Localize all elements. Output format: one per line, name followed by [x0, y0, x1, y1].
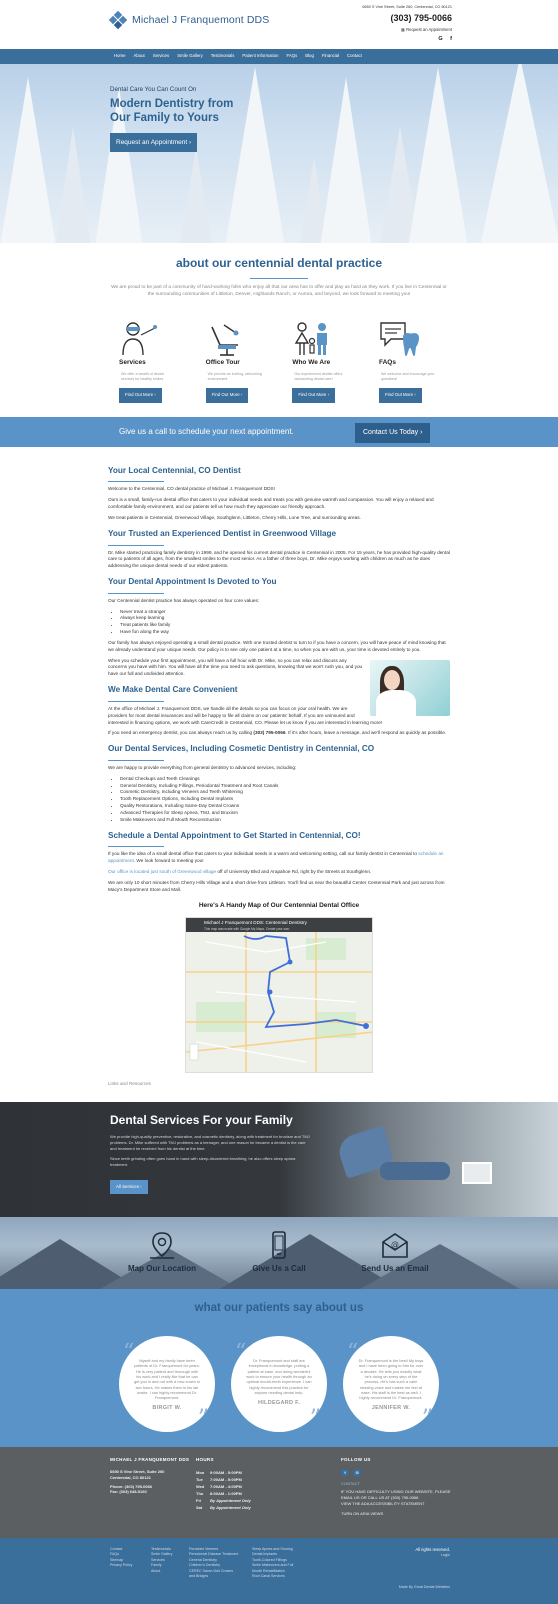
header-social — [362, 36, 452, 44]
list-item: • Dental Checkups and Teeth Cleanings — [120, 776, 450, 783]
copyright: All rights reserved. Login — [415, 1546, 450, 1557]
footer-link[interactable]: Dental Implants — [252, 1552, 277, 1557]
all-services-button[interactable]: All Services › — [110, 1180, 148, 1194]
feature-title: FAQs — [378, 359, 396, 367]
footer-link[interactable]: CEREC Same-Visit Crowns and Bridges — [189, 1568, 234, 1579]
list-item: • Never treat a stranger — [120, 609, 450, 616]
quote-icon: “ — [347, 1340, 359, 1366]
feature-text: We provide an inviting, welcoming environment — [207, 371, 262, 381]
chat-tooth-icon — [379, 321, 419, 357]
feature-services — [119, 321, 179, 402]
footer-heading: MICHAEL J FRANQUEMONT DDS — [110, 1456, 190, 1462]
map-location-tile[interactable] — [107, 1230, 217, 1275]
paragraph: At the office of Michael J. Franquemont DDS, we handle all the details so you can focus on your oral health. We are providers for most dental insurances and will be happy to file all claims on our patients' behalf. If you are uninsured and interested in financing options, we work with CareCredit in Centennial, CO. Please let us know if you are interested in learning more! — [108, 705, 383, 725]
practice-name: Michael J Franquemont DDS — [132, 14, 270, 27]
footer-links-col — [151, 1547, 172, 1575]
feature-text: We offer a wealth of dental services for healthy smiles — [121, 371, 164, 381]
nav-item-home[interactable]: Home — [114, 53, 126, 59]
links-and-resources-link[interactable]: Links and Resources — [108, 1080, 151, 1086]
login-link[interactable]: Login — [440, 1552, 450, 1557]
nav-item-testimonials[interactable]: Testimonials — [210, 53, 235, 59]
map-pin-icon — [107, 1230, 217, 1260]
hours-row: Tue 7:00AM - 5:00PM — [196, 1477, 242, 1483]
footer-link[interactable]: General Dentistry — [189, 1557, 217, 1562]
hours-row: Sat By Appointment Only — [196, 1505, 251, 1511]
main-content — [108, 447, 450, 1088]
section-heading: Your Dental Appointment Is Devoted to You — [108, 576, 277, 586]
footer-contact-label[interactable]: CONTACT — [341, 1481, 361, 1487]
footer-links-col — [189, 1547, 239, 1580]
quote-icon: “ — [235, 1340, 247, 1366]
paragraph: We treat patients in Centennial, Greenwood Village, Southglenn, Littleton, Cherry Hills, Lone Tree, and surrounding areas. — [108, 514, 361, 520]
map-canvas[interactable] — [186, 932, 373, 1073]
find-out-more-button[interactable]: Find Out More › — [119, 388, 162, 402]
map-header: Michael J Franquemont DDS: Centennial Dentistry This map was made with Google My Maps. Create your own. — [186, 918, 372, 932]
paragraph: Our family has always enjoyed operating a small dental practice. With one trusted dentist to turn to if you have a concern, you will have peace of mind knowing that we already understand your unique needs. Our policy is to see only one patient at a time, so when you are with us, your time is devoted entirely to you. — [108, 639, 446, 652]
testimonial-card — [231, 1336, 327, 1432]
hero-tagline: Dental Care You Can Count On — [110, 86, 197, 93]
header-address: 6650 S Vine Street, Suite 260, Centennial, CO 80121 — [362, 5, 452, 9]
footer-address: Centennial, CO 80121 — [110, 1474, 151, 1480]
footer-hours — [196, 1457, 251, 1512]
tile-label: Give Us a Call — [252, 1263, 306, 1273]
paragraph: Welcome to the Centennial, CO dental practice of Michael J. Franquemont DDS! — [108, 486, 275, 492]
footer-links-col — [110, 1547, 132, 1569]
tile-label: Send Us an Email — [361, 1263, 429, 1273]
core-values-list — [108, 609, 450, 636]
feature-office-tour — [206, 321, 266, 402]
paragraph: Our office is located just south of Greenwood village off of University Blvd and Arapahoe Rd, right by the Streets at Southglenn. — [108, 869, 372, 875]
paragraph: Since teeth grinding often goes hand in hand with sleep-disordered breathing, he also offers sleep apnea treatment. — [110, 1156, 296, 1168]
list-item: • Tooth Replacement Options, Including Dental Implants — [120, 796, 450, 803]
dental-chair-image — [380, 1162, 450, 1180]
section-heading: Your Trusted an Experienced Dentist in Greenwood Village — [108, 528, 337, 538]
family-icon — [292, 321, 332, 357]
cta-text: Give us a call to schedule your next appointment. — [119, 426, 294, 436]
list-item: • General Dentistry, Including Fillings, Periodontal Treatment and Root Canals — [120, 783, 450, 790]
section-heading: Our Dental Services, Including Cosmetic Dentistry in Centennial, CO — [108, 744, 375, 754]
footer-link[interactable]: Smile Gallery — [151, 1552, 173, 1557]
footer-heading: FOLLOW US — [341, 1456, 371, 1462]
about-section — [0, 243, 558, 403]
divider — [108, 593, 164, 594]
nav-item-about[interactable]: About — [133, 53, 145, 59]
list-item: • Have fun along the way — [120, 629, 450, 636]
testimonial-card — [119, 1336, 215, 1432]
about-text: We are proud to be part of a community of hard-working folks who enjoy all that our area has to offer and play as hard as they work. If you live in Centennial or the surrounding communities of Littleton, Denver, Highlands Ranch, or Aurora, and beyond, we look forward to meeting you! — [111, 285, 447, 298]
paragraph: Ours is a small, family-run dental office that caters to your individual needs and treats you with genuine warmth and compassion. You will enjoy a relaxed and comfortable family environment, and our patients tell us how much they appreciate our friendly approach. — [108, 497, 434, 510]
about-title: about our centennial dental practice — [175, 256, 383, 270]
section-heading: Your Local Centennial, CO Dentist — [108, 465, 241, 475]
footer-link[interactable]: Tooth-Colored Fillings — [252, 1557, 287, 1562]
dentist-icon — [119, 321, 159, 357]
header-contact — [362, 5, 452, 44]
paragraph: When you schedule your first appointment, you will have a full hour with Dr. Mike, so you can relax and discuss any concerns you have with him. You will have all the time you need to ask questions, knowing that we won't rush you, and you have our full and undivided attention. — [108, 657, 363, 677]
footer-link[interactable]: Contact — [110, 1546, 123, 1551]
feature-title: Who We Are — [292, 359, 331, 367]
footer-office — [110, 1457, 189, 1496]
divider — [108, 481, 164, 482]
snow-tree-image — [55, 127, 91, 243]
dental-chair-icon — [206, 321, 246, 357]
nav-item-patient-information[interactable]: Patient Information — [242, 53, 279, 59]
svg-text:@: @ — [391, 1239, 399, 1249]
feature-faqs — [379, 321, 439, 402]
facebook-icon[interactable]: f — [341, 1469, 349, 1477]
feature-text: We welcome and encourage your questions! — [380, 371, 435, 381]
feature-who-we-are — [292, 321, 352, 402]
footer-link[interactable]: Smile Makeovers and Full Mouth Rehabilitation — [252, 1563, 294, 1573]
list-item: • Advanced Therapies for Sleep Apnea, TMJ, and Bruxism — [120, 810, 450, 817]
footer-link[interactable]: Sleep Apnea and Snoring — [252, 1546, 293, 1551]
list-item: • Cosmetic Dentistry, Including Veneers and Teeth Whitening — [120, 789, 450, 796]
paragraph: Our Centennial dentist practice has always operated on four core values: — [108, 597, 260, 603]
footer-heading: HOURS — [196, 1456, 214, 1462]
testimonial-author: HILDEGARD F. — [257, 1400, 301, 1407]
services-band-title: Dental Services For your Family — [110, 1112, 293, 1127]
map-title: Here's A Handy Map of Our Centennial Dental Office — [198, 902, 360, 910]
snow-tree-image — [0, 77, 56, 243]
google-map[interactable] — [185, 917, 373, 1073]
made-by-credit[interactable]: Made By Great Dental Websites — [398, 1584, 450, 1589]
feature-title: Services — [119, 359, 146, 367]
paragraph: If you like the idea of a small dental office that caters to your individual needs in a warm and welcoming setting, call our family dentist in Centennial to schedule an appointment. We look forward to meeting you! — [108, 851, 444, 864]
hours-row: Fri By Appointment Only — [196, 1498, 251, 1504]
accessibility-text: IF YOU HAVE DIFFICULTY USING OUR WEBSITE, PLEASE EMAIL US OR CALL US AT (303) 795-0066 — [341, 1488, 451, 1500]
email-tile[interactable] — [340, 1230, 450, 1275]
testimonial-text: Dr. Franquemont is the best! My boys and I have been going to him for over a decade. He tells you exactly what he's doing on every step of the process. He's has such a calm relaxing voice and makes me feel at ease. His staff is the best as well. I highly recommend Dr. Franquemont. — [358, 1358, 424, 1401]
footer-address: 6650 S Vine Street, Suite 260 — [110, 1469, 165, 1475]
hours-row: Mon 9:00AM - 5:00PM — [196, 1470, 242, 1476]
feature-text: Our experienced dentist offers outstanding dental care! — [294, 371, 343, 381]
nav-item-contact[interactable]: Contact — [347, 53, 362, 59]
email-icon — [340, 1230, 450, 1260]
google-icon[interactable]: G — [353, 1469, 361, 1477]
footer-link[interactable]: About — [151, 1568, 161, 1573]
paragraph: We provide high-quality preventive, restorative, and cosmetic dentistry, along with treatment for bruxism and TMJ problems. Dr. Mike suffered with TMJ problems as a teenager, and one reason he became a dentist is the care and treatment he received from his dentist at the time. — [110, 1133, 310, 1151]
paragraph: We are only 10 short minutes from Cherry Hills Village and a short drive from Littleton. You'll find us near the beautiful Center Centennial Park and just across from Macy's Department Store and Mall. — [108, 879, 445, 892]
footer-link[interactable]: Sitemap — [110, 1557, 124, 1562]
paragraph: Dr. Mike started practicing family dentistry in 1999, and he opened his current dental practice in Centennial in 2005. For 15 years, he has provided high-quality dental care to patients of all ages, from the smallest smiles to the most senior. As a father of three boys, Dr. Mike enjoys working with children as much as he does addressing the unique dental needs of our eldest patients. — [108, 549, 450, 569]
footer-fax: Fax: (303) 648-5160 — [110, 1489, 147, 1495]
find-out-more-button[interactable]: Find Out More › — [206, 388, 249, 402]
testimonial-card — [343, 1336, 439, 1432]
services-band-content — [110, 1112, 310, 1195]
nav-item-blog[interactable]: Blog — [305, 53, 314, 59]
hero-banner — [0, 64, 558, 243]
services-list — [108, 776, 450, 824]
phone-icon — [224, 1230, 334, 1260]
divider — [108, 846, 164, 847]
main-nav — [0, 49, 558, 64]
emergency-phone-link[interactable]: (303) 795-0066 — [253, 730, 286, 736]
section-heading: We Make Dental Care Convenient — [108, 684, 238, 694]
footer-link[interactable]: Privacy Policy — [110, 1563, 133, 1568]
feature-title: Office Tour — [205, 359, 240, 367]
testimonial-author: JENNIFER W. — [371, 1405, 411, 1412]
logo-icon — [110, 12, 126, 30]
testimonial-text: Dr. Franquemont and staff are exceptional in knowledge, putting a patient at ease, and doing wonderful work to ensure your health through an optimal mouth-teeth experience. I can highly recommend this practice for anyone needing dental help. — [246, 1358, 312, 1395]
hours-row: Thu 8:00AM - 1:00PM — [196, 1491, 242, 1497]
nav-item-faqs[interactable]: FAQs — [286, 53, 298, 59]
nav-item-services[interactable]: Services — [152, 53, 170, 59]
divider — [250, 278, 308, 279]
cta-band — [0, 417, 558, 447]
divider — [108, 545, 164, 546]
testimonials-title: what our patients say about us — [194, 1301, 364, 1314]
dental-equipment-image — [462, 1162, 492, 1184]
nav-item-financial[interactable]: Financial — [321, 53, 340, 59]
list-item: • Always keep learning — [120, 615, 450, 622]
aria-views-toggle[interactable]: TURN ON ARIA VIEWS — [341, 1511, 384, 1517]
quote-icon: ” — [421, 1406, 433, 1432]
smiling-patient-image — [370, 660, 450, 716]
request-appointment-link[interactable]: ▦ Request an Appointment — [401, 26, 452, 32]
footer-phone[interactable]: Phone: (303) 795-0066 — [110, 1483, 153, 1489]
testimonial-list — [0, 1336, 558, 1432]
footer-link[interactable]: Root Canal Services — [252, 1574, 285, 1579]
tile-label: Map Our Location — [128, 1263, 196, 1273]
footer-follow — [341, 1457, 451, 1518]
services-band — [0, 1102, 558, 1217]
hours-row: Wed 7:00AM - 4:00PM — [196, 1484, 242, 1490]
sub-footer — [0, 1538, 558, 1604]
snow-tree-image — [225, 67, 285, 243]
hero-title: Modern Dentistry from Our Family to Yours — [110, 97, 234, 125]
google-icon[interactable]: G — [438, 35, 443, 42]
footer-link[interactable]: Porcelain Veneers — [189, 1546, 219, 1551]
quote-icon: “ — [123, 1340, 135, 1366]
section-heading: Schedule a Dental Appointment to Get Started in Centennial, CO! — [108, 830, 361, 840]
request-appointment-button[interactable]: Request an Appointment › — [110, 133, 197, 152]
location-link[interactable]: Our office is located just south of Greenwood village — [108, 869, 217, 875]
contact-us-button[interactable]: Contact Us Today › — [355, 423, 430, 443]
footer-link[interactable]: Children's Dentistry — [189, 1563, 221, 1568]
footer-link[interactable]: Testimonials — [151, 1546, 171, 1551]
snow-tree-image — [480, 64, 558, 243]
logo[interactable] — [110, 12, 269, 30]
snow-tree-image — [320, 77, 372, 243]
list-item: • Treat patients like family — [120, 622, 450, 629]
ada-statement-link[interactable]: VIEW THE ADA ACCESSIBILITY STATEMENT — [341, 1501, 425, 1507]
divider — [108, 701, 164, 702]
footer-link[interactable]: Services — [151, 1557, 165, 1562]
site-header — [0, 0, 558, 49]
footer-link[interactable]: Periodontal Disease Treatment — [189, 1552, 239, 1557]
find-out-more-button[interactable]: Find Out More › — [379, 388, 422, 402]
hero-content — [110, 86, 233, 152]
schedule-appointment-link[interactable]: schedule an appointment — [108, 851, 444, 864]
calendar-icon: ▦ — [401, 26, 407, 32]
contact-tiles — [0, 1217, 558, 1289]
list-item: • Quality Restorations, Including Same-Day Dental Crowns — [120, 803, 450, 810]
footer-link[interactable]: Family — [151, 1563, 162, 1568]
quote-icon: ” — [197, 1406, 209, 1432]
find-out-more-button[interactable]: Find Out More › — [292, 388, 335, 402]
quote-icon: ” — [309, 1406, 321, 1432]
snow-tree-image — [180, 147, 212, 243]
list-item: • Smile Makeovers and Full Mouth Reconstruction — [120, 817, 450, 824]
footer-links-col — [252, 1547, 304, 1580]
footer-social — [341, 1469, 451, 1477]
nav-item-smile-gallery[interactable]: Smile Gallery — [177, 53, 203, 59]
paragraph: If you need an emergency dentist, you can always reach us by calling (303) 795-0066. If it's after hours, leave a message, and we'll respond as quickly as possible. — [108, 730, 447, 736]
snow-tree-image — [408, 67, 468, 243]
testimonials-section — [0, 1289, 558, 1447]
paragraph: We are happy to provide everything from general dentistry to advanced services, including: — [108, 765, 297, 771]
facebook-icon[interactable]: f — [450, 35, 452, 42]
call-tile[interactable] — [224, 1230, 334, 1275]
site-footer — [0, 1447, 558, 1538]
testimonial-text: Myself and my family have been patients of Dr. Franquemont for years. He is very patient and thorough with his work and I really like that he can get you in and out with a new crown in two hours. He makes them in his lab onsite. I can highly recommend Dr. Franquemont. — [134, 1358, 200, 1401]
testimonial-author: BIRGIT W. — [152, 1405, 182, 1412]
footer-link[interactable]: FAQs — [110, 1552, 119, 1557]
feature-list — [119, 321, 439, 402]
divider — [108, 760, 164, 761]
header-phone[interactable]: (303) 795-0066 — [390, 12, 452, 23]
